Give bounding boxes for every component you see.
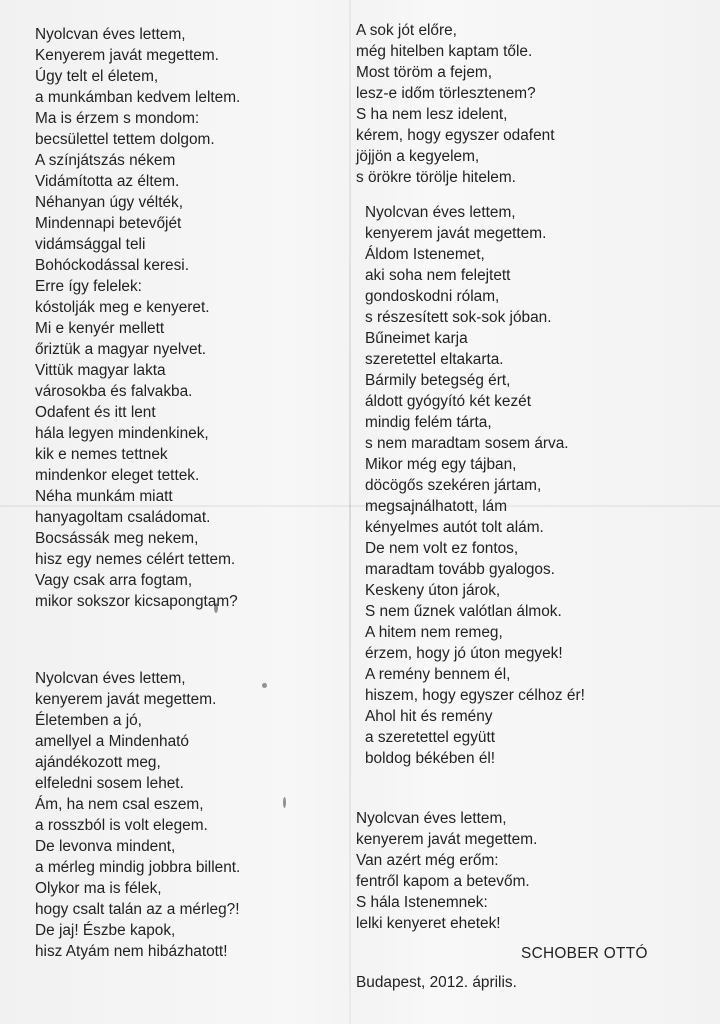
poem-line: Mi e kenyér mellett (35, 320, 165, 337)
poem-line: áldott gyógyító két kezét (365, 393, 531, 410)
poem-line: Nyolcvan éves lettem, (356, 810, 507, 827)
poem-line: amellyel a Mindenható (35, 733, 189, 750)
poem-line: lesz-e időm törlesztenem? (356, 85, 536, 102)
poem-line: hisz Atyám nem hibázhatott! (35, 943, 228, 960)
poem-line: Életemben a jó, (35, 712, 142, 729)
poem-line: Ma is érzem s mondom: (35, 110, 200, 127)
poem-line: Nyolcvan éves lettem, (365, 204, 516, 221)
poem-line: kóstolják meg e kenyeret. (35, 299, 210, 316)
poem-line: lelki kenyeret ehetek! (356, 915, 501, 932)
poem-line: Bármily betegség ért, (365, 372, 511, 389)
poem-line: ajándékozott meg, (35, 754, 161, 771)
poem-line: A sok jót előre, (356, 22, 457, 39)
poem-line: Ahol hit és remény (365, 708, 493, 725)
poem-line: De jaj! Észbe kapok, (35, 922, 176, 939)
poem-line: Bűneimet karja (365, 330, 468, 347)
poem-line: Keskeny úton járok, (365, 582, 501, 599)
poem-line: Odafent és itt lent (35, 404, 156, 421)
poem-line: hiszem, hogy egyszer célhoz ér! (365, 687, 585, 704)
author-name: SCHOBER OTTÓ (521, 945, 648, 962)
fold-crease-vertical (349, 0, 351, 1024)
poem-line: hála legyen mindenkinek, (35, 425, 209, 442)
poem-line: Néha munkám miatt (35, 488, 173, 505)
poem-line: Nyolcvan éves lettem, (35, 670, 186, 687)
poem-line: megsajnálhatott, lám (365, 498, 508, 515)
poem-line: A remény bennem él, (365, 666, 511, 683)
poem-line: maradtam tovább gyalogos. (365, 561, 555, 578)
poem-line: De nem volt ez fontos, (365, 540, 519, 557)
poem-column-left (35, 24, 340, 960)
poem-line: hogy csalt talán az a mérleg?! (35, 901, 240, 918)
poem-line: boldog békében él! (365, 750, 496, 767)
poem-line: Most töröm a fejem, (356, 64, 492, 81)
poem-line: mindenkor eleget tettek. (35, 467, 200, 484)
poem-line: fentről kapom a betevőm. (356, 873, 530, 890)
poem-line: hanyagoltam családomat. (35, 509, 211, 526)
ink-smudge (262, 683, 267, 688)
poem-line: Mikor még egy tájban, (365, 456, 517, 473)
poem-line: s örökre törölje hitelem. (356, 169, 516, 186)
poem-line: gondoskodni rólam, (365, 288, 500, 305)
poem-stanza-3 (356, 20, 706, 188)
poem-line: a munkámban kedvem leltem. (35, 89, 241, 106)
poem-line: kik e nemes tettnek (35, 446, 168, 463)
poem-line: aki soha nem felejtett (365, 267, 511, 284)
poem-line: érzem, hogy jó úton megyek! (365, 645, 563, 662)
poem-line: Vittük magyar lakta (35, 362, 166, 379)
poem-line: S nem űznek valótlan álmok. (365, 603, 562, 620)
poem-line: őriztük a magyar nyelvet. (35, 341, 207, 358)
poem-line: De levonva mindent, (35, 838, 176, 855)
poem-column-right (356, 20, 706, 932)
poem-line: kenyerem javát megettem. (356, 831, 538, 848)
poem-stanza-4 (365, 202, 585, 769)
poem-line: Áldom Istenemet, (365, 246, 485, 263)
poem-line: Nyolcvan éves lettem, (35, 26, 186, 43)
poem-line: vidámsággal teli (35, 236, 146, 253)
poem-line: s részesített sok-sok jóban. (365, 309, 552, 326)
poem-line: Vidámította az éltem. (35, 173, 180, 190)
poem-line: a mérleg mindig jobbra billent. (35, 859, 241, 876)
poem-line: Van azért még erőm: (356, 852, 499, 869)
poem-line: s nem maradtam sosem árva. (365, 435, 569, 452)
poem-line: hisz egy nemes célért tettem. (35, 551, 236, 568)
poem-line: Mindennapi betevőjét (35, 215, 182, 232)
poem-line: Erre így felelek: (35, 278, 142, 295)
poem-line: S ha nem lesz idelent, (356, 106, 508, 123)
ink-smudge (283, 797, 286, 808)
poem-line: Ám, ha nem csal eszem, (35, 796, 204, 813)
poem-line: A színjátszás nékem (35, 152, 176, 169)
poem-line: Olykor ma is félek, (35, 880, 162, 897)
poem-line: kenyerem javát megettem. (365, 225, 547, 242)
dateline: Budapest, 2012. április. (356, 974, 517, 991)
poem-line: Bocsássák meg nekem, (35, 530, 199, 547)
poem-line: Néhanyan úgy vélték, (35, 194, 184, 211)
poem-line: kérem, hogy egyszer odafent (356, 127, 555, 144)
poem-line: mindig felém tárta, (365, 414, 492, 431)
poem-line: a szeretettel együtt (365, 729, 496, 746)
poem-line: városokba és falvakba. (35, 383, 193, 400)
poem-line: a rosszból is volt elegem. (35, 817, 208, 834)
poem-line: mikor sokszor kicsapongtam? (35, 593, 238, 610)
poem-line: döcögős szekéren jártam, (365, 477, 542, 494)
poem-line: Kenyerem javát megettem. (35, 47, 219, 64)
poem-line: jöjjön a kegyelem, (356, 148, 480, 165)
poem-line: kenyerem javát megettem. (35, 691, 217, 708)
poem-line: becsülettel tettem dolgom. (35, 131, 215, 148)
poem-line: kényelmes autót tolt alám. (365, 519, 544, 536)
poem-line: Úgy telt el életem, (35, 68, 159, 85)
poem-line: Vagy csak arra fogtam, (35, 572, 193, 589)
poem-line: S hála Istenemnek: (356, 894, 488, 911)
poem-stanza-5 (356, 808, 537, 934)
poem-stanza-2 (35, 668, 240, 962)
poem-line: Bohóckodással keresi. (35, 257, 189, 274)
poem-line: A hitem nem remeg, (365, 624, 503, 641)
poem-line: szeretettel eltakarta. (365, 351, 504, 368)
poem-stanza-1 (35, 24, 340, 612)
poem-line: elfeledni sosem lehet. (35, 775, 184, 792)
poem-line: még hitelben kaptam tőle. (356, 43, 533, 60)
